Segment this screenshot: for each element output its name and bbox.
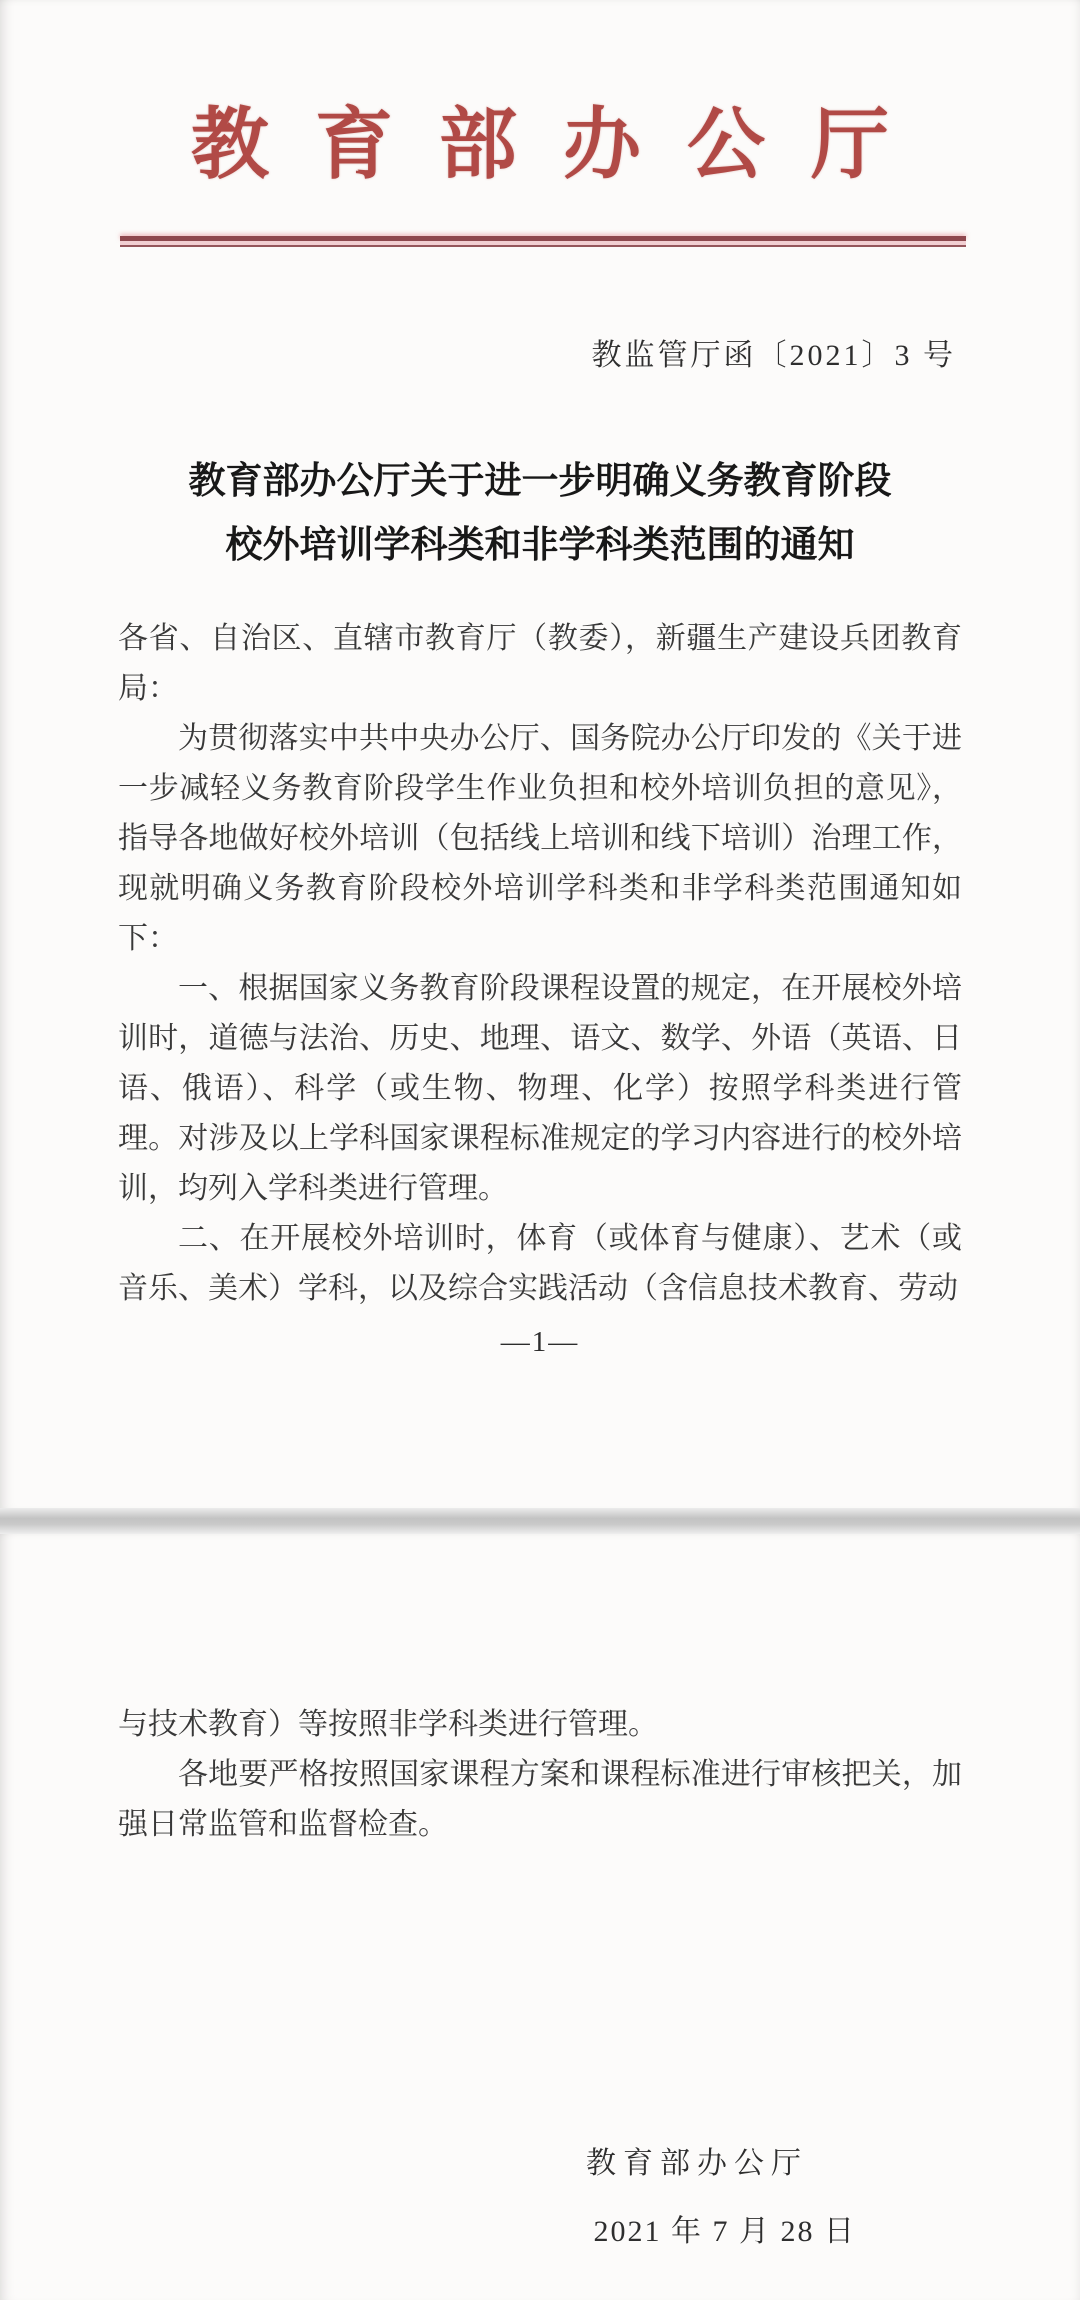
red-divider-thin-line — [120, 245, 966, 247]
signature: 教育部办公厅 — [586, 2147, 808, 2180]
salutation: 各省、自治区、直辖市教育厅（教委），新疆生产建设兵团教育局： — [118, 622, 962, 705]
body-text-page-2 — [118, 1700, 962, 1850]
page-2 — [0, 1534, 1080, 2300]
red-divider — [120, 236, 966, 247]
agency-header: 教育部办公厅 — [190, 101, 935, 188]
page-gap — [0, 1508, 1080, 1534]
paragraph-intro: 为贯彻落实中共中央办公厅、国务院办公厅印发的《关于进一步减轻义务教育阶段学生作业负担和校外培训负担的意见》，指导各地做好校外培训（包括线上培训和线下培训）治理工作，现就明确义务教育阶段校外培训学科类和非学科类范围通知如下： — [118, 722, 962, 955]
notice-title-line-1: 教育部办公厅关于进一步明确义务教育阶段 — [188, 461, 892, 502]
paragraph-item-2-continuation: 与技术教育）等按照非学科类进行管理。 — [118, 1708, 658, 1741]
date: 2021 年 7 月 28 日 — [593, 2215, 856, 2248]
notice-title — [0, 450, 1080, 578]
paragraph-closing: 各地要严格按照国家课程方案和课程标准进行审核把关，加强日常监管和监督检查。 — [118, 1758, 962, 1841]
paragraph-item-1: 一、根据国家义务教育阶段课程设置的规定，在开展校外培训时，道德与法治、历史、地理、语文、数学、外语（英语、日语、俄语）、科学（或生物、物理、化学）按照学科类进行管理。对涉及以上学科国家课程标准规定的学习内容进行的校外培训，均列入学科类进行管理。 — [118, 972, 962, 1205]
paragraph-item-2: 二、在开展校外培训时，体育（或体育与健康）、艺术（或音乐、美术）学科，以及综合实践活动（含信息技术教育、劳动 — [118, 1222, 962, 1305]
document-number: 教监管厅函〔2021〕3 号 — [591, 339, 956, 372]
body-text-page-1 — [118, 614, 962, 1314]
page-number: —1— — [500, 1326, 580, 1358]
notice-title-line-2: 校外培训学科类和非学科类范围的通知 — [225, 525, 855, 566]
